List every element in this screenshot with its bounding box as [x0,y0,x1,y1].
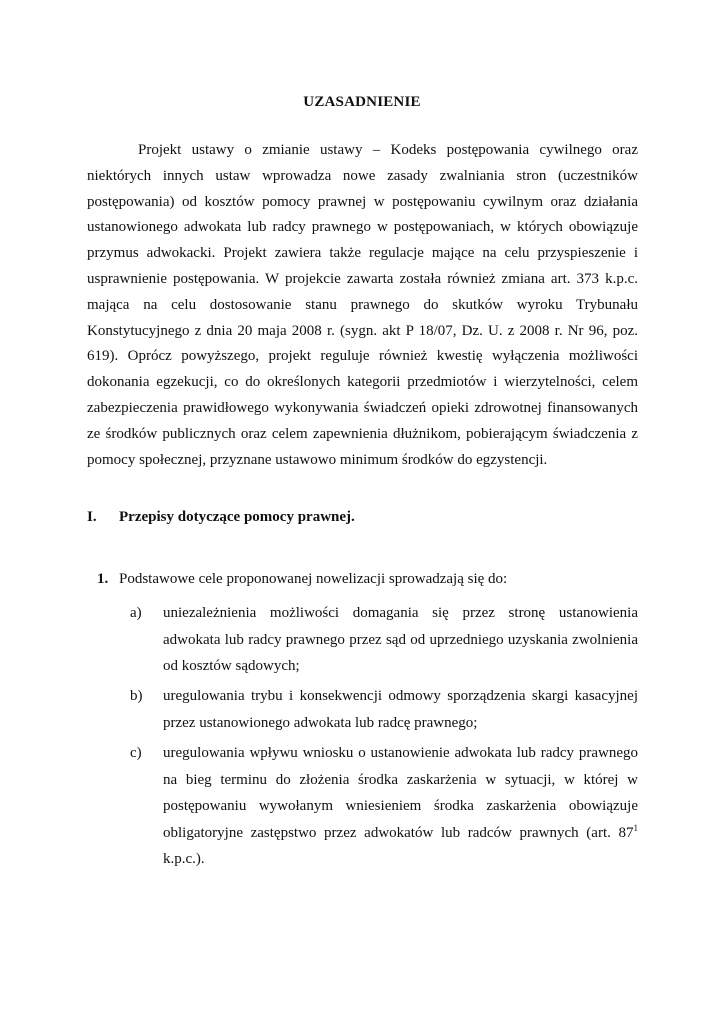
document-title: UZASADNIENIE [303,94,421,110]
list-item-b [130,683,638,736]
point-text: Podstawowe cele proponowanej nowelizacji sprowadzają się do: [119,571,508,587]
list-item-letter: c) [130,745,142,761]
list-item-c [130,740,638,873]
superscript: 1 [633,822,638,833]
list-item-letter: a) [130,605,142,621]
list-item-text-end: k.p.c.). [163,851,205,867]
list-item-letter: b) [130,688,143,704]
point-number: 1. [97,571,109,587]
section-heading-text: Przepisy dotyczące pomocy prawnej. [119,509,355,525]
point-1 [97,571,638,588]
list-item-text: uregulowania trybu i konsekwencji odmowy sporządzenia skargi kasacyjnej przez ustanowionego adwokata lub radcę prawnego; [163,688,638,731]
list-item-text-main: uregulowania wpływu wniosku o ustanowienie adwokata lub radcy prawnego na bieg terminu do złożenia środka zaskarżenia w sytuacji, w której w postępowaniu wywołanym wniesieniem środka zaskarżenia obowiązuje obligatoryjne zastępstwo przez adwokatów lub radców prawnych (art. 87 [163,745,638,841]
intro-paragraph: Projekt ustawy o zmianie ustawy – Kodeks postępowania cywilnego oraz niektórych innych ustaw wprowadza nowe zasady zwalniania stron (uczestników postępowania) od kosztów pomocy prawnej w postępowaniu cywilnym oraz działania ustanowionego adwokata lub radcy prawnego w postępowaniach, w których obowiązuje przymus adwokacki. Projekt zawiera także regulacje mające na celu przyspieszenie i usprawnienie postępowania. W projekcie zawarta została również zmiana art. 373 k.p.c. mająca na celu dostosowanie stanu prawnego do skutków wyroku Trybunału Konstytucyjnego z dnia 20 maja 2008 r. (sygn. akt P 18/07, Dz. U. z 2008 r. Nr 96, poz. 619). Oprócz powyższego, projekt reguluje również kwestię wyłączenia możliwości dokonania egzekucji, co do określonych kategorii przedmiotów i wierzytelności, celem zabezpieczenia prawidłowego wykonywania świadczeń opieki zdrowotnej finansowanych ze środków publicznych oraz celem zapewnienia dłużnikom, pobierającym świadczenia z pomocy społecznej, przyznane ustawowo minimum środków do egzystencji. [87,142,638,468]
section-heading [87,509,638,526]
section-number: I. [87,509,97,525]
list-item-a [130,600,638,680]
list-item-text [163,740,638,873]
list-item-text: uniezależnienia możliwości domagania się przez stronę ustanowienia adwokata lub radcy prawnego przez sąd od uprzedniego uzyskania zwolnienia od kosztów sądowych; [163,605,638,674]
